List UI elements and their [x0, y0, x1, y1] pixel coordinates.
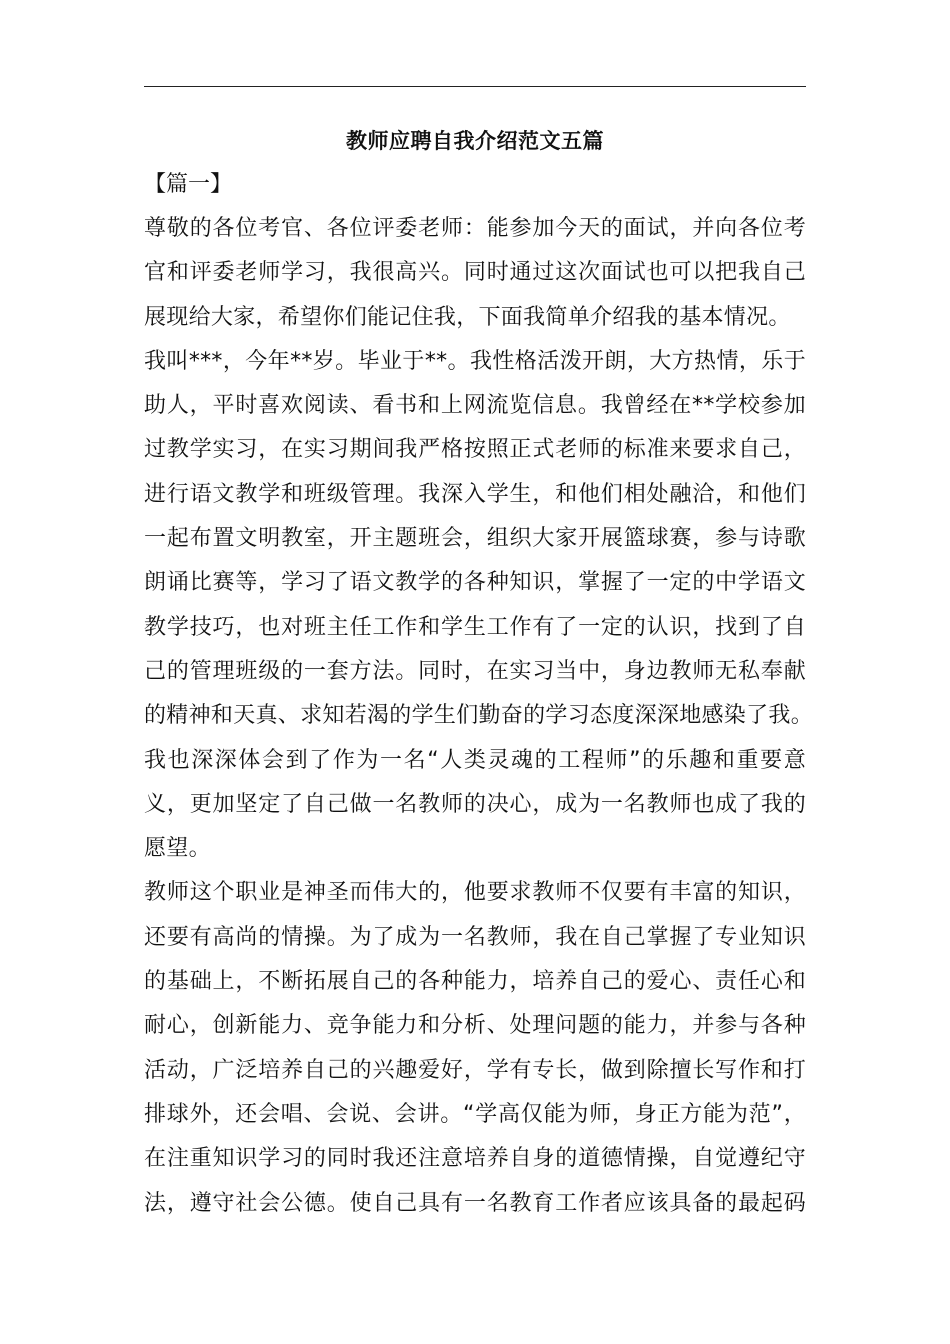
text-line: 教学技巧，也对班主任工作和学生工作有了一定的认识，找到了自 — [144, 614, 806, 640]
text-line: 教师这个职业是神圣而伟大的，他要求教师不仅要有丰富的知识， — [144, 880, 806, 906]
text-line: 法，遵守社会公德。使自己具有一名教育工作者应该具备的最起码 — [144, 1190, 806, 1216]
text-line: 愿望。 — [144, 836, 211, 862]
text-line: 己的管理班级的一套方法。同时，在实习当中，身边教师无私奉献 — [144, 658, 806, 684]
text-line: 在注重知识学习的同时我还注意培养自身的道德情操，自觉遵纪守 — [144, 1146, 806, 1172]
document-title: 教师应聘自我介绍范文五篇 — [346, 129, 604, 153]
section-label: 【篇一】 — [144, 172, 233, 197]
text-line: 尊敬的各位考官、各位评委老师：能参加今天的面试，并向各位考 — [144, 216, 806, 241]
text-line: 朗诵比赛等，学习了语文教学的各种知识，掌握了一定的中学语文 — [144, 570, 806, 596]
text-line: 进行语文教学和班级管理。我深入学生，和他们相处融洽，和他们 — [144, 481, 806, 507]
text-line: 耐心，创新能力、竞争能力和分析、处理问题的能力，并参与各种 — [144, 1013, 806, 1039]
text-line: 义，更加坚定了自己做一名教师的决心，成为一名教师也成了我的 — [144, 791, 806, 817]
text-line: 过教学实习，在实习期间我严格按照正式老师的标准来要求自己， — [144, 437, 806, 463]
text-line: 官和评委老师学习，我很高兴。同时通过这次面试也可以把我自己 — [144, 260, 806, 286]
text-line: 一起布置文明教室，开主题班会，组织大家开展篮球赛，参与诗歌 — [144, 526, 806, 552]
text-line: 的基础上，不断拓展自己的各种能力，培养自己的爱心、责任心和 — [144, 969, 806, 995]
document-body — [144, 207, 814, 1226]
text-line: 活动，广泛培养自己的兴趣爱好，学有专长，做到除擅长写作和打 — [144, 1057, 806, 1083]
header-rule — [144, 86, 806, 87]
text-line: 的精神和天真、求知若渴的学生们勤奋的学习态度深深地感染了我。 — [144, 703, 814, 729]
text-line: 我也深深体会到了作为一名“人类灵魂的工程师”的乐趣和重要意 — [144, 747, 806, 773]
text-line: 还要有高尚的情操。为了成为一名教师，我在自己掌握了专业知识 — [144, 924, 806, 950]
text-line: 排球外，还会唱、会说、会讲。“学高仅能为师，身正方能为范”， — [144, 1101, 806, 1127]
text-line: 展现给大家，希望你们能记住我，下面我简单介绍我的基本情况。 — [144, 304, 791, 330]
text-line: 助人，平时喜欢阅读、看书和上网流览信息。我曾经在**学校参加 — [144, 393, 806, 419]
text-line: 我叫***，今年**岁。毕业于**。我性格活泼开朗，大方热情，乐于 — [144, 348, 806, 374]
